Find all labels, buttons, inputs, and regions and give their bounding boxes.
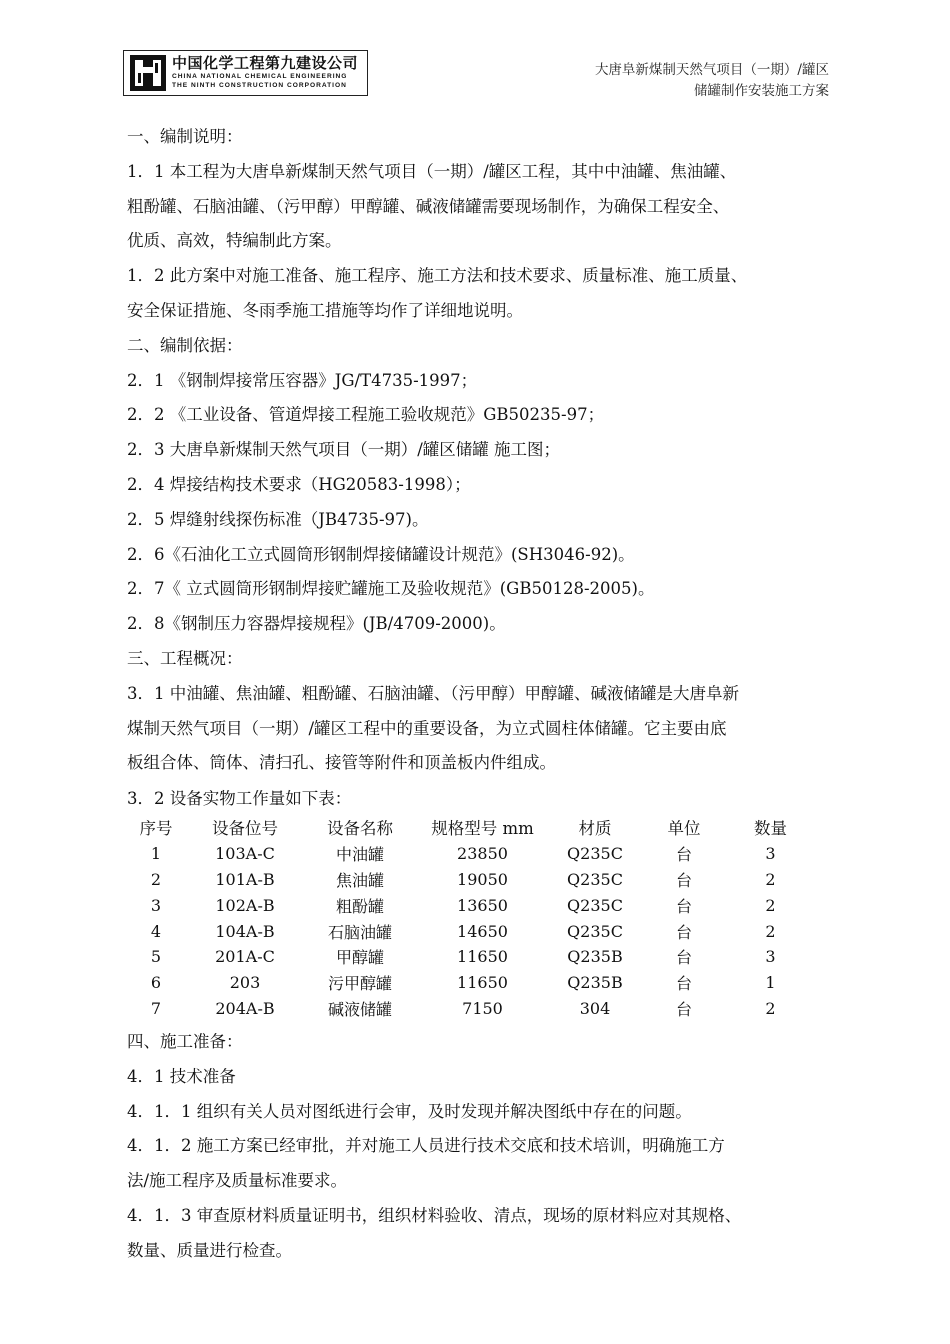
- table-header-cell: 数量: [754, 819, 787, 839]
- table-cell: 2: [765, 895, 776, 915]
- table-cell: 2: [150, 870, 162, 890]
- table-row: [127, 841, 813, 867]
- company-logo: [123, 50, 368, 96]
- clause-4-1-2-line-1: 4．1．2 施工方案已经审批，并对施工人员进行技术交底和技术培训，明确施工方: [127, 1136, 725, 1156]
- table-cell: 201A-C: [215, 947, 275, 967]
- clause-4-1-3-line-2: 数量、质量进行检查。: [127, 1240, 292, 1260]
- table-cell: 1: [150, 844, 162, 864]
- page-header: [123, 50, 829, 100]
- table-cell: 11650: [457, 972, 508, 992]
- table-header-cell: 材质: [578, 819, 612, 839]
- table-cell: 石脑油罐: [327, 922, 392, 942]
- table-row: [127, 867, 813, 893]
- table-cell: 103A-C: [215, 844, 275, 864]
- table-cell: 台: [675, 896, 692, 916]
- clause-1-1-line-1: 1．1 本工程为大唐阜新煤制天然气项目（一期）/罐区工程，其中中油罐、焦油罐、: [127, 161, 737, 181]
- clause-1-2-line-1: 1．2 此方案中对施工准备、施工程序、施工方法和技术要求、质量标准、施工质量、: [127, 266, 748, 286]
- table-cell: 2: [765, 870, 776, 890]
- table-row: [127, 893, 813, 919]
- clause-4-1-1: 4．1．1 组织有关人员对图纸进行会审，及时发现并解决图纸中存在的问题。: [127, 1101, 692, 1121]
- clause-2-2: 2．2 《工业设备、管道焊接工程施工验收规范》GB50235-97；: [127, 405, 605, 425]
- table-cell: 2: [765, 921, 776, 941]
- header-project-title: [595, 60, 829, 102]
- table-cell: 台: [675, 871, 692, 891]
- table-header-cell: 设备名称: [327, 819, 393, 839]
- table-header-cell: 序号: [139, 819, 173, 839]
- clause-2-6: 2．6《石油化工立式圆筒形钢制焊接储罐设计规范》(SH3046-92)。: [127, 544, 635, 564]
- logo-english-line-1: CHINA NATIONAL CHEMICAL ENGINEERING: [172, 73, 348, 81]
- table-cell: 7: [150, 998, 162, 1018]
- table-cell: 203: [229, 972, 261, 992]
- table-header-row: [127, 813, 813, 841]
- table-cell: 3: [765, 844, 776, 864]
- table-cell: 台: [675, 845, 692, 865]
- clause-2-1: 2．1 《钢制焊接常压容器》JG/T4735-1997；: [127, 370, 478, 390]
- table-cell: 台: [675, 922, 692, 942]
- table-cell: Q235B: [567, 947, 623, 967]
- table-cell: 102A-B: [215, 895, 275, 915]
- clause-4-1-3-line-1: 4．1．3 审查原材料质量证明书，组织材料验收、清点，现场的原材料应对其规格、: [127, 1205, 742, 1225]
- table-cell: 碱液储罐: [327, 999, 392, 1019]
- company-logo-icon: [130, 55, 166, 91]
- clause-4-1-2-line-2: 法/施工程序及质量标准要求。: [127, 1171, 348, 1191]
- clause-2-3: 2．3 大唐阜新煤制天然气项目（一期）/罐区储罐 施工图；: [127, 440, 561, 460]
- clause-2-4: 2．4 焊接结构技术要求（HG20583-1998）；: [127, 474, 471, 494]
- logo-english-line-2: THE NINTH CONSTRUCTION CORPORATION: [172, 82, 347, 89]
- clause-1-1-line-2: 粗酚罐、石脑油罐、（污甲醇）甲醇罐、碱液储罐需要现场制作，为确保工程安全、: [127, 196, 730, 216]
- table-header-cell: 规格型号 mm: [431, 819, 534, 839]
- clause-3-1-line-2: 煤制天然气项目（一期）/罐区工程中的重要设备，为立式圆柱体储罐。它主要由底: [127, 718, 727, 738]
- table-cell: 甲醇罐: [335, 948, 384, 968]
- table-cell: 204A-B: [215, 998, 275, 1018]
- table-cell: 304: [579, 998, 611, 1018]
- table-cell: 5: [150, 947, 162, 967]
- section-2-title: 二、编制依据：: [127, 335, 243, 355]
- table-cell: 19050: [457, 870, 508, 890]
- table-cell: Q235C: [567, 870, 623, 890]
- header-project-line-2: 储罐制作安装施工方案: [694, 83, 829, 99]
- clause-3-1-line-3: 板组合体、筒体、清扫孔、接管等附件和顶盖板内件组成。: [127, 753, 556, 773]
- section-1-title: 一、编制说明：: [127, 127, 243, 146]
- table-cell: 11650: [457, 947, 508, 967]
- table-cell: 104A-B: [215, 921, 275, 941]
- table-cell: Q235C: [567, 921, 623, 941]
- table-row: [127, 995, 813, 1021]
- clause-4-1: 4．1 技术准备: [127, 1066, 236, 1086]
- table-cell: 台: [675, 999, 692, 1019]
- clause-2-8: 2．8《钢制压力容器焊接规程》(JB/4709-2000)。: [127, 614, 506, 634]
- table-cell: 台: [675, 973, 692, 993]
- table-cell: 中油罐: [335, 845, 384, 865]
- table-cell: Q235C: [567, 895, 623, 915]
- table-cell: 23850: [457, 844, 508, 864]
- table-header-cell: 单位: [667, 819, 701, 839]
- table-cell: 粗酚罐: [335, 896, 384, 916]
- clause-3-1-line-1: 3．1 中油罐、焦油罐、粗酚罐、石脑油罐、（污甲醇）甲醇罐、碱液储罐是大唐阜新: [127, 683, 739, 703]
- document-body: [127, 120, 837, 1269]
- table-cell: 6: [150, 972, 162, 992]
- table-cell: 1: [765, 972, 776, 992]
- section-3-title: 三、工程概况：: [127, 648, 243, 668]
- table-cell: Q235C: [567, 844, 623, 864]
- table-header-cell: 设备位号: [212, 819, 278, 839]
- table-cell: 焦油罐: [335, 871, 384, 891]
- table-row: [127, 970, 813, 996]
- clause-2-7: 2．7《 立式圆筒形钢制焊接贮罐施工及验收规范》(GB50128-2005)。: [127, 579, 655, 599]
- table-cell: 3: [765, 947, 776, 967]
- table-cell: 污甲醇罐: [327, 973, 392, 993]
- table-cell: 13650: [457, 895, 508, 915]
- table-cell: 14650: [457, 921, 508, 941]
- table-row: [127, 918, 813, 944]
- section-4-title: 四、施工准备：: [127, 1031, 243, 1051]
- header-project-line-1: 大唐阜新煤制天然气项目（一期）/罐区: [594, 62, 829, 78]
- table-row: [127, 944, 813, 970]
- clause-2-5: 2．5 焊缝射线探伤标准（JB4735-97)。: [127, 509, 429, 529]
- table-cell: 4: [150, 921, 162, 941]
- clause-1-2-line-2: 安全保证措施、冬雨季施工措施等均作了详细地说明。: [127, 300, 523, 320]
- table-cell: 3: [150, 895, 162, 915]
- equipment-table: [127, 813, 813, 1021]
- logo-chinese-name: 中国化学工程第九建设公司: [172, 54, 359, 73]
- clause-3-2: 3．2 设备实物工作量如下表：: [127, 789, 352, 809]
- table-cell: 7150: [462, 998, 503, 1018]
- table-cell: Q235B: [567, 972, 623, 992]
- table-cell: 101A-B: [215, 870, 275, 890]
- clause-1-1-line-3: 优质、高效，特编制此方案。: [127, 231, 342, 251]
- table-cell: 台: [675, 948, 692, 968]
- table-cell: 2: [765, 998, 776, 1018]
